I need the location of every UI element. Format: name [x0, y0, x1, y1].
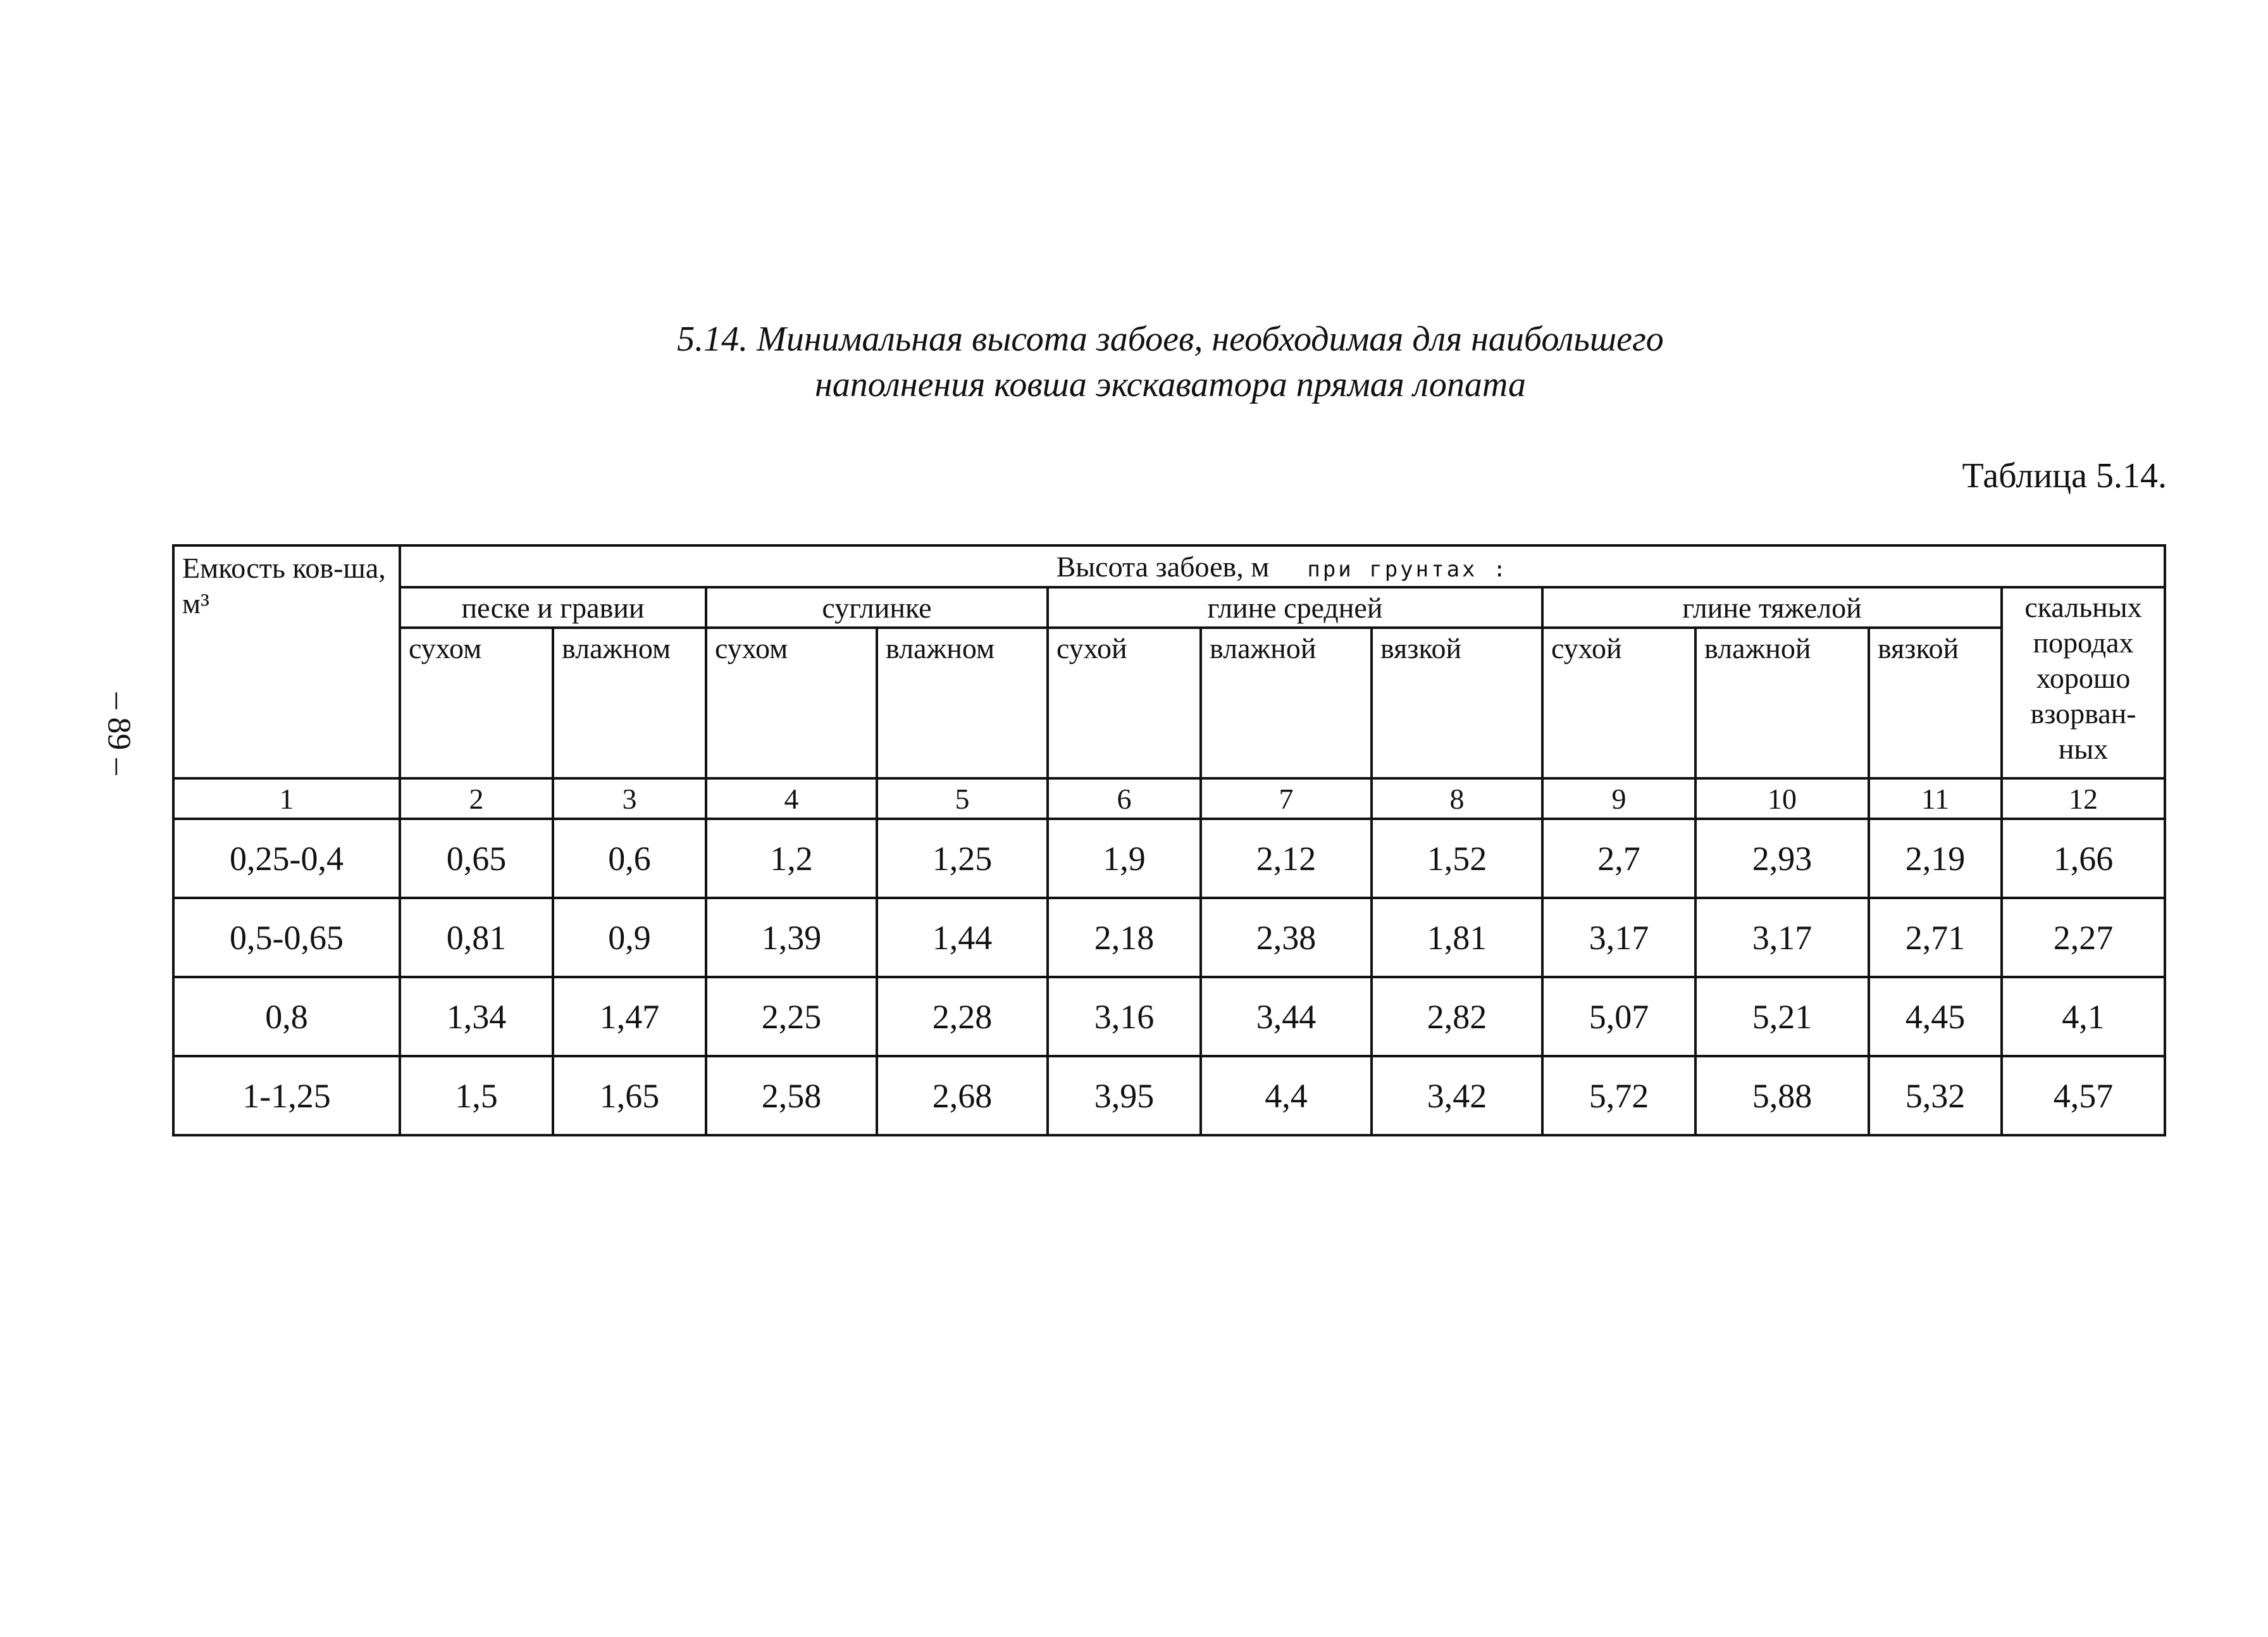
table-cell: 2,12	[1201, 819, 1372, 898]
column-number: 1	[173, 778, 400, 819]
header-group-medium-clay: глине средней	[1048, 587, 1542, 628]
table-cell: 0,81	[400, 898, 553, 977]
header-sub-column: сухой	[1542, 628, 1695, 778]
table-cell: 3,17	[1542, 898, 1695, 977]
table-cell: 2,7	[1542, 819, 1695, 898]
table-cell: 1,34	[400, 977, 553, 1056]
header-group-loam: суглинке	[706, 587, 1048, 628]
column-number: 4	[706, 778, 877, 819]
table-cell: 2,18	[1048, 898, 1201, 977]
page-number: – 89 –	[101, 692, 137, 775]
table-cell: 0,65	[400, 819, 553, 898]
table-row	[173, 898, 2165, 977]
table-cell: 3,44	[1201, 977, 1372, 1056]
table-cell: 3,17	[1695, 898, 1869, 977]
table-cell: 2,93	[1695, 819, 1869, 898]
table-cell: 2,71	[1869, 898, 2002, 977]
table-cell: 1,9	[1048, 819, 1201, 898]
header-sub-column: влажной	[1201, 628, 1372, 778]
header-sub-column: сухом	[400, 628, 553, 778]
header-face-height-label: Высота забоев, м	[1056, 550, 1270, 583]
excavation-height-table	[172, 544, 2166, 1136]
table-cell: 2,28	[877, 977, 1048, 1056]
column-number: 10	[1695, 778, 1869, 819]
table-title	[506, 316, 1835, 408]
column-number: 6	[1048, 778, 1201, 819]
column-number: 7	[1201, 778, 1372, 819]
column-number-row	[173, 778, 2165, 819]
column-number: 3	[553, 778, 706, 819]
table-cell: 1,47	[553, 977, 706, 1056]
table-cell: 0,9	[553, 898, 706, 977]
header-sub-column: вязкой	[1372, 628, 1542, 778]
table-cell: 4,45	[1869, 977, 2002, 1056]
header-sub-column: вязкой	[1869, 628, 2002, 778]
table-cell: 3,42	[1372, 1056, 1542, 1135]
header-sub-column: сухой	[1048, 628, 1201, 778]
table-cell: 1,5	[400, 1056, 553, 1135]
table-cell: 1,81	[1372, 898, 1542, 977]
handwritten-note: при грунтах :	[1307, 556, 1509, 582]
header-sub-column: влажной	[1695, 628, 1869, 778]
table-cell: 2,38	[1201, 898, 1372, 977]
table-caption: Таблица 5.14.	[1962, 456, 2167, 495]
table-cell: 2,58	[706, 1056, 877, 1135]
table-cell: 2,19	[1869, 819, 2002, 898]
column-number: 11	[1869, 778, 2002, 819]
table-cell: 1,66	[2002, 819, 2165, 898]
header-sub-column: влажном	[553, 628, 706, 778]
table-cell: 3,95	[1048, 1056, 1201, 1135]
table-row	[173, 977, 2165, 1056]
table-cell: 5,21	[1695, 977, 1869, 1056]
table-cell: 1,44	[877, 898, 1048, 977]
table-title-line-2: наполнения ковша экскаватора прямая лопата	[815, 365, 1526, 404]
table-cell: 2,68	[877, 1056, 1048, 1135]
table-row	[173, 819, 2165, 898]
header-sub-column: влажном	[877, 628, 1048, 778]
table-cell: 1,25	[877, 819, 1048, 898]
column-number: 9	[1542, 778, 1695, 819]
table-cell: 0,5-0,65	[173, 898, 400, 977]
header-bucket-capacity: Емкость ков-ша, м³	[173, 545, 400, 778]
table-cell: 4,4	[1201, 1056, 1372, 1135]
table-cell: 0,8	[173, 977, 400, 1056]
table-cell: 1,39	[706, 898, 877, 977]
table-cell: 2,82	[1372, 977, 1542, 1056]
column-number: 2	[400, 778, 553, 819]
table-cell: 3,16	[1048, 977, 1201, 1056]
table-cell: 5,32	[1869, 1056, 2002, 1135]
table-row	[173, 1056, 2165, 1135]
table-title-line-1: 5.14. Минимальная высота забоев, необходимая для наибольшего	[677, 320, 1664, 359]
column-number: 8	[1372, 778, 1542, 819]
table-cell: 2,27	[2002, 898, 2165, 977]
header-group-sand-gravel: песке и гравии	[400, 587, 706, 628]
table-cell: 5,72	[1542, 1056, 1695, 1135]
table-cell: 1,2	[706, 819, 877, 898]
column-number: 5	[877, 778, 1048, 819]
table-cell: 5,07	[1542, 977, 1695, 1056]
table-cell: 4,1	[2002, 977, 2165, 1056]
table-cell: 2,25	[706, 977, 877, 1056]
header-face-height	[400, 545, 2165, 587]
table-cell: 4,57	[2002, 1056, 2165, 1135]
table-cell: 1-1,25	[173, 1056, 400, 1135]
table-cell: 0,6	[553, 819, 706, 898]
table-cell: 1,52	[1372, 819, 1542, 898]
table-cell: 0,25-0,4	[173, 819, 400, 898]
table-cell: 5,88	[1695, 1056, 1869, 1135]
header-sub-column: сухом	[706, 628, 877, 778]
header-group-heavy-clay: глине тяжелой	[1542, 587, 2002, 628]
column-number: 12	[2002, 778, 2165, 819]
table-cell: 1,65	[553, 1056, 706, 1135]
header-group-blasted-rock: скальных породах хорошо взорван-ных	[2002, 587, 2165, 778]
